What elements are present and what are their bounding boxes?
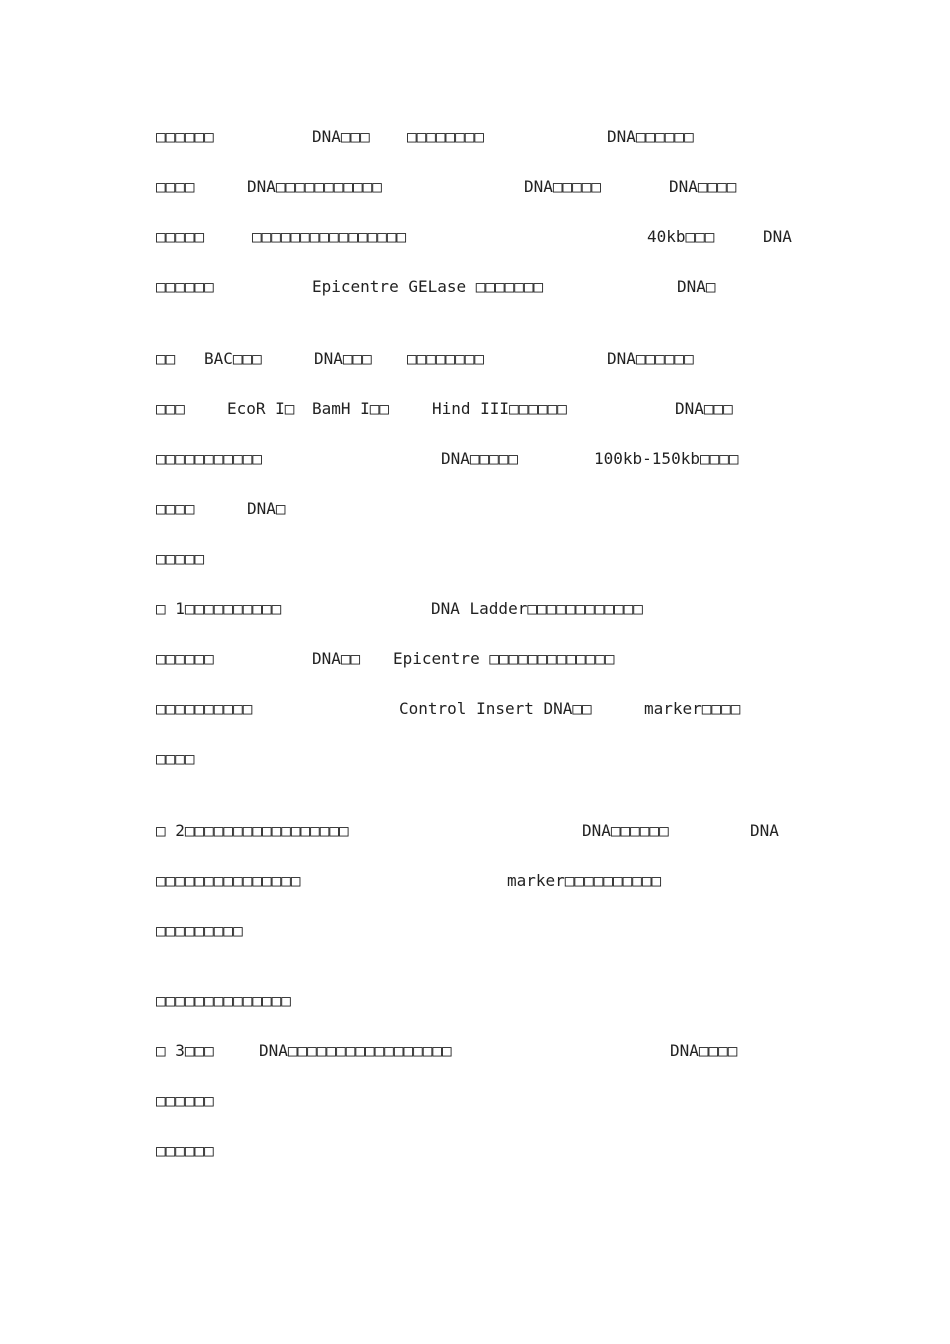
text-segment: □□□□□□□□ bbox=[407, 127, 485, 146]
text-segment: □□□□□ bbox=[156, 549, 205, 568]
text-line bbox=[156, 124, 810, 150]
text-segment: □□ bbox=[156, 349, 176, 368]
text-segment: □□□□□□ bbox=[156, 649, 214, 668]
text-segment: □□□□ bbox=[156, 177, 195, 196]
text-segment: □□□□□□ bbox=[156, 127, 214, 146]
text-segment: □□□□□□□□□□□□□□□□ bbox=[252, 227, 407, 246]
text-segment: DNA bbox=[750, 821, 779, 840]
text-line bbox=[156, 988, 810, 1014]
text-line bbox=[156, 868, 810, 894]
text-segment: 40kb□□□ bbox=[647, 227, 715, 246]
text-segment: □ 3□□□ bbox=[156, 1041, 214, 1060]
text-segment: □□□□□□ bbox=[156, 277, 214, 296]
text-segment: DNA□□□□□□□□□□□ bbox=[247, 177, 382, 196]
text-line bbox=[156, 346, 810, 372]
text-line bbox=[156, 496, 810, 522]
text-segment: Hind III□□□□□□ bbox=[432, 399, 567, 418]
text-segment: □ 2□□□□□□□□□□□□□□□□□ bbox=[156, 821, 349, 840]
text-segment: DNA□□□□□□ bbox=[607, 349, 694, 368]
text-segment: □□□□□ bbox=[156, 227, 205, 246]
text-segment: EcoR I□ bbox=[227, 399, 295, 418]
text-segment: 100kb-150kb□□□□ bbox=[594, 449, 739, 468]
text-line bbox=[156, 696, 810, 722]
text-segment: marker□□□□ bbox=[644, 699, 741, 718]
text-line bbox=[156, 396, 810, 422]
text-line bbox=[156, 274, 810, 300]
text-segment: □ 1□□□□□□□□□□ bbox=[156, 599, 282, 618]
text-segment: DNA□□□ bbox=[312, 127, 370, 146]
text-segment: □□□□□□□□□□□□□□ bbox=[156, 991, 291, 1010]
text-line bbox=[156, 1138, 810, 1164]
text-segment: DNA□□□□ bbox=[669, 177, 737, 196]
text-segment: □□□□□□□□□□□□□□□ bbox=[156, 871, 301, 890]
text-segment: □□□□□□ bbox=[156, 1141, 214, 1160]
text-segment: □□□□□□□□□□□ bbox=[156, 449, 262, 468]
text-segment: □□□ bbox=[156, 399, 185, 418]
text-segment: DNA□□ bbox=[312, 649, 361, 668]
text-segment: DNA Ladder□□□□□□□□□□□□ bbox=[431, 599, 643, 618]
text-segment: □□□□□□ bbox=[156, 1091, 214, 1110]
text-segment: □□□□□□□□ bbox=[407, 349, 485, 368]
text-line bbox=[156, 596, 810, 622]
text-segment: DNA bbox=[763, 227, 792, 246]
text-segment: DNA□ bbox=[677, 277, 716, 296]
text-segment: DNA□□□□□ bbox=[441, 449, 519, 468]
text-segment: DNA□□□ bbox=[314, 349, 372, 368]
text-segment: DNA□□□□□□□□□□□□□□□□□ bbox=[259, 1041, 452, 1060]
text-segment: Epicentre □□□□□□□□□□□□□ bbox=[393, 649, 615, 668]
text-segment: marker□□□□□□□□□□ bbox=[507, 871, 662, 890]
text-line bbox=[156, 1038, 810, 1064]
text-segment: Epicentre GELase □□□□□□□ bbox=[312, 277, 544, 296]
text-segment: DNA□□□□□□ bbox=[582, 821, 669, 840]
text-line bbox=[156, 174, 810, 200]
text-segment: DNA□□□ bbox=[675, 399, 733, 418]
text-line bbox=[156, 546, 810, 572]
text-segment: DNA□□□□□□ bbox=[607, 127, 694, 146]
text-segment: □□□□ bbox=[156, 749, 195, 768]
text-line bbox=[156, 918, 810, 944]
text-segment: BAC□□□ bbox=[204, 349, 262, 368]
text-line bbox=[156, 1088, 810, 1114]
text-line bbox=[156, 818, 810, 844]
text-segment: □□□□ bbox=[156, 499, 195, 518]
text-segment: BamH I□□ bbox=[312, 399, 390, 418]
text-line bbox=[156, 224, 810, 250]
text-segment: DNA□ bbox=[247, 499, 286, 518]
text-segment: Control Insert DNA□□ bbox=[399, 699, 592, 718]
text-line bbox=[156, 646, 810, 672]
text-segment: □□□□□□□□□□ bbox=[156, 699, 253, 718]
text-segment: DNA□□□□ bbox=[670, 1041, 738, 1060]
text-segment: DNA□□□□□ bbox=[524, 177, 602, 196]
text-line bbox=[156, 446, 810, 472]
text-line bbox=[156, 746, 810, 772]
text-segment: □□□□□□□□□ bbox=[156, 921, 243, 940]
